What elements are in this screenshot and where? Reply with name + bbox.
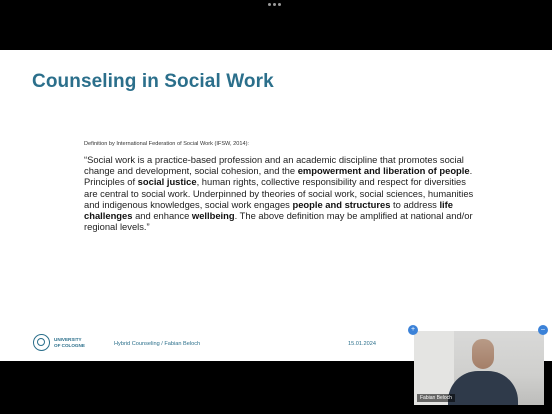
shared-slide — [0, 50, 552, 361]
footer-date: 15.01.2024 — [348, 341, 376, 347]
footer-course: Hybrid Counseling / Fabian Beloch — [114, 341, 201, 347]
quote-emphasis: life challenges — [84, 198, 453, 222]
more-dots-icon[interactable] — [268, 3, 281, 6]
quote-emphasis: social justice — [137, 176, 197, 188]
quote-emphasis: wellbeing — [191, 210, 235, 222]
quote-emphasis: people and structures — [292, 198, 391, 210]
quote-emphasis: empowerment and liberation of people — [297, 165, 470, 177]
participant-name: Fabian Beloch — [417, 394, 455, 402]
slide-title: Counseling in Social Work — [32, 71, 274, 92]
participant-head — [472, 339, 494, 369]
university-seal-icon — [33, 334, 50, 351]
quote-text: “Social work is a practice-based profession and an academic discipline that promotes social change and development, social cohesion, and the — [84, 154, 464, 177]
quote-text: . Principles of — [84, 165, 473, 188]
tile-control-icon[interactable]: – — [538, 325, 548, 335]
quote-text: . The above definition may be amplified at national and/or regional levels.” — [84, 210, 473, 233]
logo-line-2: OF COLOGNE — [54, 342, 85, 348]
definition-source: Definition by International Federation of Social Work (IFSW, 2014): — [84, 141, 249, 147]
definition-quote — [84, 154, 474, 232]
tile-control-icon[interactable]: + — [408, 325, 418, 335]
logo-line-1: UNIVERSITY — [54, 337, 82, 343]
quote-text: to address — [390, 198, 440, 210]
quote-text: , human rights, collective responsibility and respect for diversities are central to social work. Underpinned by theories of social work, social sciences, humanities and indigenous knowledges, social work engages — [84, 176, 474, 210]
participant-body — [448, 371, 518, 405]
quote-text: and enhance — [132, 210, 192, 222]
meeting-top-bar — [0, 0, 552, 50]
participant-video-tile[interactable] — [414, 331, 544, 405]
university-logo — [33, 334, 85, 351]
